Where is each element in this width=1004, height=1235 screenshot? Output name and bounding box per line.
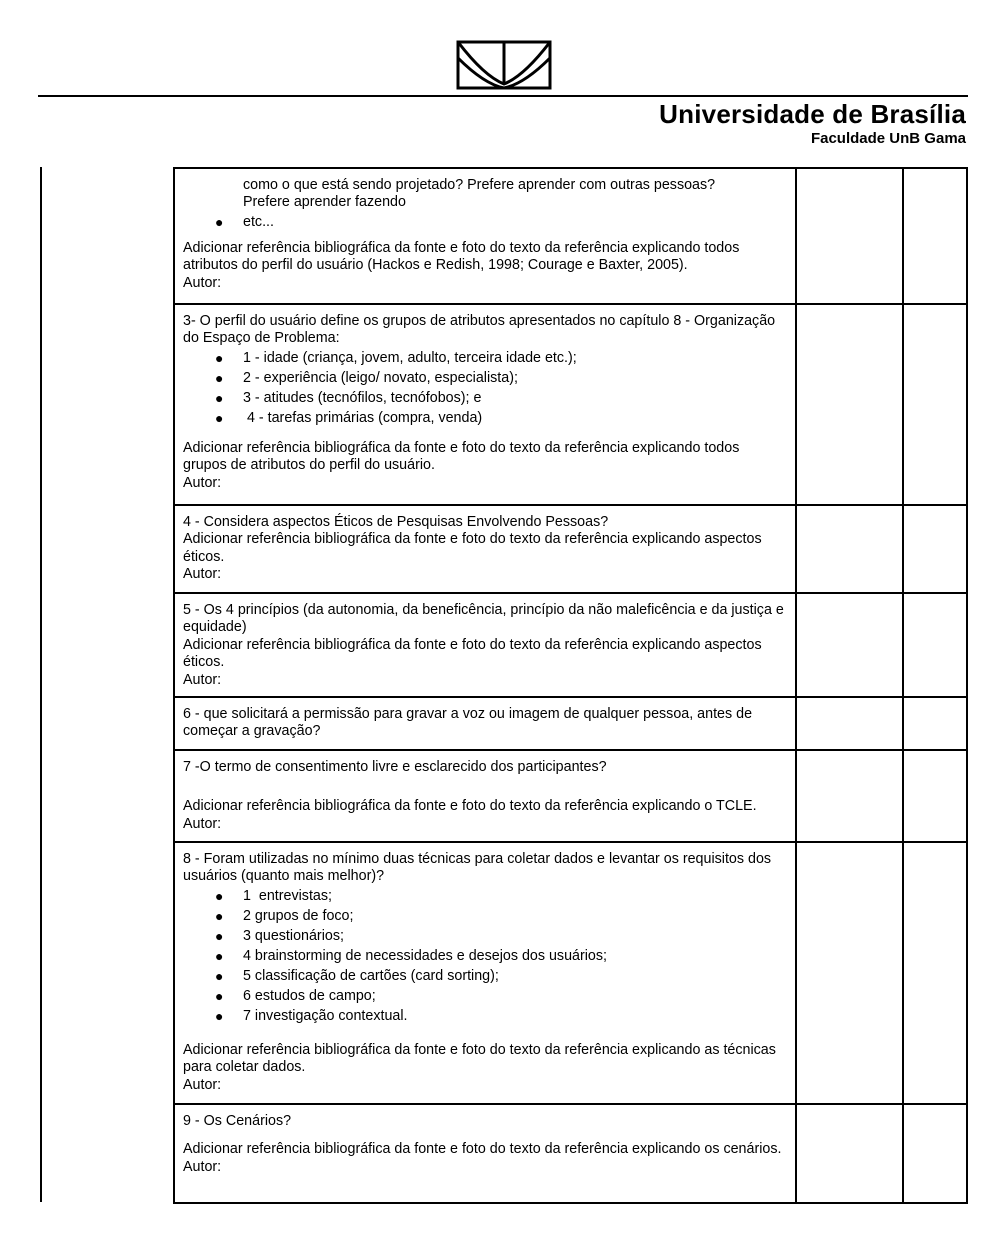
- check-cell[interactable]: [903, 697, 967, 750]
- question-text: 7 -O termo de consentimento livre e esclarecido dos participantes?: [183, 759, 607, 775]
- university-name: Universidade de Brasília: [659, 99, 966, 129]
- bullet-icon: ●: [215, 927, 224, 944]
- table-row: [174, 593, 967, 697]
- check-cell[interactable]: [903, 842, 967, 1104]
- question-text: 9 - Os Cenários?: [183, 1113, 292, 1129]
- question-cell: [174, 1104, 796, 1203]
- reference-text: Adicionar referência bibliográfica da fonte e foto do texto da referência explicando aspectos éticos.: [183, 531, 762, 565]
- check-cell[interactable]: [903, 168, 967, 304]
- bullet-icon: ●: [215, 967, 224, 984]
- table-row: [174, 304, 967, 505]
- author-label: Autor:: [183, 474, 222, 491]
- author-label: Autor:: [183, 274, 222, 291]
- list-item: ● 1 entrevistas;: [183, 886, 787, 906]
- check-cell[interactable]: [796, 304, 903, 505]
- bullet-icon: ●: [215, 947, 224, 964]
- bullet-icon: ●: [215, 213, 224, 230]
- check-cell[interactable]: [903, 750, 967, 842]
- question-cell: [174, 697, 796, 750]
- reference-text: Adicionar referência bibliográfica da fonte e foto do texto da referência explicando os cenários.: [183, 1141, 782, 1158]
- question-text: 6 - que solicitará a permissão para gravar a voz ou imagem de qualquer pessoa, antes de começar a gravação?: [183, 706, 753, 740]
- table-row: [174, 697, 967, 750]
- question-text: 5 - Os 4 princípios (da autonomia, da beneficência, princípio da não maleficência e da justiça e equidade): [183, 602, 784, 636]
- check-cell[interactable]: [903, 505, 967, 593]
- bullet-icon: ●: [215, 887, 224, 904]
- list-item: ● 7 investigação contextual.: [183, 1006, 787, 1026]
- check-cell[interactable]: [903, 593, 967, 697]
- check-cell[interactable]: [796, 1104, 903, 1203]
- list-item: ● 6 estudos de campo;: [183, 986, 787, 1006]
- list-item: ● 3 - atitudes (tecnófilos, tecnófobos); e: [183, 388, 787, 408]
- table-row: [174, 168, 967, 304]
- bullet-icon: ●: [215, 409, 224, 426]
- bullet-icon: ●: [215, 907, 224, 924]
- list-item: ● 2 grupos de foco;: [183, 906, 787, 926]
- question-continuation: Prefere aprender fazendo: [243, 194, 406, 211]
- check-cell[interactable]: [796, 697, 903, 750]
- author-label: Autor:: [183, 1076, 222, 1093]
- faculty-name: Faculdade UnB Gama: [810, 130, 966, 147]
- list-item: ● 5 classificação de cartões (card sorting);: [183, 966, 787, 986]
- header-rule: [38, 95, 968, 97]
- author-label: Autor:: [183, 1158, 222, 1175]
- question-cell: [174, 842, 796, 1104]
- author-label: Autor:: [183, 671, 222, 688]
- bullet-icon: ●: [215, 389, 224, 406]
- check-cell[interactable]: [796, 750, 903, 842]
- question-text: 3- O perfil do usuário define os grupos de atributos apresentados no capítulo 8 - Organização do Espaço de Problema:: [183, 313, 776, 347]
- list-item: ● 4 brainstorming de necessidades e desejos dos usuários;: [183, 946, 787, 966]
- question-cell: [174, 593, 796, 697]
- reference-text: Adicionar referência bibliográfica da fonte e foto do texto da referência explicando as técnicas para coletar dados.: [183, 1041, 776, 1076]
- list-item: ● 2 - experiência (leigo/ novato, especialista);: [183, 368, 787, 388]
- reference-text: Adicionar referência bibliográfica da fonte e foto do texto da referência explicando todos grupos de atributos do perfil do usuário.: [183, 439, 740, 474]
- question-continuation: como o que está sendo projetado? Prefere aprender com outras pessoas?: [243, 177, 716, 193]
- bullet-icon: ●: [215, 349, 224, 366]
- reference-text: Adicionar referência bibliográfica da fonte e foto do texto da referência explicando aspectos éticos.: [183, 636, 762, 671]
- check-cell[interactable]: [903, 304, 967, 505]
- list-item: ● etc...: [183, 212, 787, 232]
- left-margin-rule: [40, 167, 42, 1202]
- table-row: [174, 750, 967, 842]
- author-label: Autor:: [183, 815, 222, 832]
- unb-logo: [456, 40, 552, 90]
- list-item: ● 3 questionários;: [183, 926, 787, 946]
- question-cell: [174, 505, 796, 593]
- question-cell: [174, 304, 796, 505]
- bullet-icon: ●: [215, 369, 224, 386]
- list-item: ● 1 - idade (criança, jovem, adulto, terceira idade etc.);: [183, 348, 787, 368]
- bullet-icon: ●: [215, 1007, 224, 1024]
- question-cell: [174, 168, 796, 304]
- table-row: [174, 505, 967, 593]
- checklist-table: [173, 167, 968, 1204]
- reference-text: Adicionar referência bibliográfica da fonte e foto do texto da referência explicando todos atributos do perfil do usuário (Hackos e Redish, 1998; Courage e Baxter, 2005).: [183, 239, 740, 274]
- table-row: [174, 1104, 967, 1203]
- check-cell[interactable]: [903, 1104, 967, 1203]
- reference-text: Adicionar referência bibliográfica da fonte e foto do texto da referência explicando o TCLE.: [183, 798, 757, 815]
- check-cell[interactable]: [796, 505, 903, 593]
- check-cell[interactable]: [796, 842, 903, 1104]
- question-cell: [174, 750, 796, 842]
- question-text: 4 - Considera aspectos Éticos de Pesquisas Envolvendo Pessoas?: [183, 514, 609, 530]
- check-cell[interactable]: [796, 593, 903, 697]
- author-label: Autor:: [183, 566, 222, 583]
- check-cell[interactable]: [796, 168, 903, 304]
- question-text: 8 - Foram utilizadas no mínimo duas técnicas para coletar dados e levantar os requisitos dos usuários (quanto mais melhor)?: [183, 851, 772, 885]
- table-row: [174, 842, 967, 1104]
- list-item: ● 4 - tarefas primárias (compra, venda): [183, 408, 787, 428]
- bullet-icon: ●: [215, 987, 224, 1004]
